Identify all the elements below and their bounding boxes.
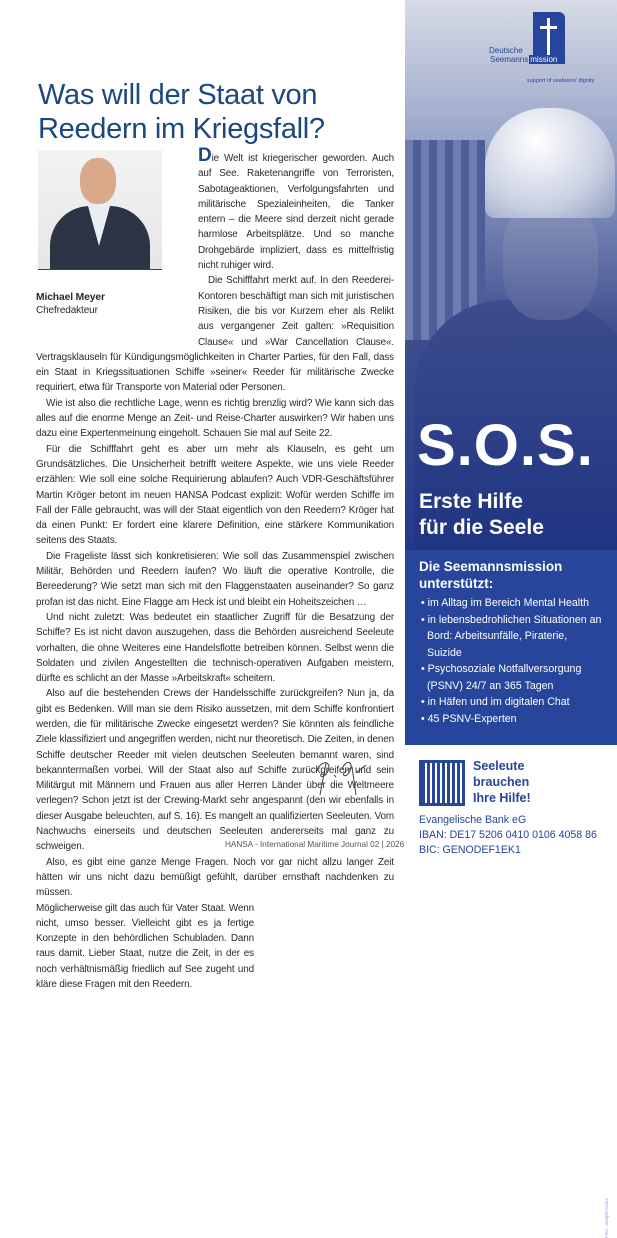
paragraph: Für die Schifffahrt geht es aber um mehr als Klauseln, es geht um Grundsätzliches. Die Unsicherheit betrifft weitere Aspekte, wie uns viele Reeder erzählen: Wie soll eine solche Requirierung ablaufen? Auch VDR-Geschäftsführer Martin Kröger betont im neuen HANSA Podcast explizit: Wofür werden Schiffe im Fall der Fälle gebraucht, was will der Staat eigentlich von den Reedern? Kröger hat da einen Punkt: Er fordert eine klarere Definition, eine stärkere Kommunikation seitens des Staats. — [36, 443, 394, 547]
list-item: • im Alltag im Bereich Mental Health — [421, 597, 589, 609]
author-photo — [38, 150, 162, 270]
advertisement-seemannsmission[interactable] — [405, 0, 617, 1238]
paragraph: Die Schifffahrt merkt auf. In den Reederei-Kontoren beschäftigt man sich mit juristischen Risiken, die bis vor Kurzem eher als Relikt aus vergangener Zeit galten: »Requisition Clause« und »War Cancellation Clause«. Vertragsklauseln für Kündigungsmöglichkeiten in Charter Parties, für den Fall, dass ein Staat in Kriegssituationen Schiffe »seiner« Reeder für militärische Zwecke requiriert, etwa für Transporte von Material oder Personen. — [36, 275, 394, 394]
list-item: • in lebensbedrohlichen Situationen an Bord: Arbeitsunfälle, Piraterie, Suizide — [421, 613, 602, 659]
author-block — [36, 150, 198, 340]
list-item: • Psychosoziale Notfallversorgung (PSNV) 24/7 an 365 Tagen — [421, 663, 582, 692]
page-title: Was will der Staat von Reedern im Kriegsfall? — [38, 79, 325, 145]
paragraph: Also, es gibt eine ganze Menge Fragen. Noch vor gar nicht allzu langer Zeit hätten wir uns nicht dazu bemüßigt gefühlt, darüber ernsthaft nachdenken zu müssen. — [36, 856, 394, 899]
author-role: Chefredakteur — [36, 305, 98, 316]
support-list — [419, 595, 603, 727]
bank-details: Evangelische Bank eG IBAN: DE17 5206 0410 0106 4058 86 BIC: GENODEF1EK1 — [419, 814, 597, 856]
list-item: • 45 PSNV-Experten — [421, 712, 517, 725]
ad-headline: Erste Hilfe für die Seele — [419, 490, 544, 539]
editorial-article — [36, 145, 394, 992]
paragraph: Die Welt ist kriegerischer geworden. Auch auf See. Raketenangriffe von Terroristen, Sabotageaktionen, Verfolgungsfahrten und militärische Spezialeinheiten, die Tanker entern – die Meere sind derzeit nicht gerade harmlose Arbeitsplätze. Und so manche Drohgebärde impliziert, dass es mittelfristig nicht ruhiger wird. — [198, 145, 394, 272]
seemannsmission-logo: Deutsche Seemanns mission support of seafarers' dignity — [485, 12, 615, 92]
seafarer-photo — [405, 0, 617, 550]
signature — [312, 755, 367, 800]
drop-cap: D — [198, 145, 212, 166]
sos-headline: S.O.S. — [417, 413, 594, 478]
closing-paragraph: Möglicherweise gilt das auch für Vater Staat. Wenn nicht, umso besser. Vielleicht gibt es ja fertige Konzepte in den behördlichen Schubladen. Dann raus damit. Lieber Staat, nutze die Zeit, in der es noch verhältnismäßig friedlich auf See zugeht und kläre diese Fragen mit den Reedern. — [36, 902, 254, 991]
page-footer: HANSA - International Maritime Journal 02 | 2026 — [225, 840, 405, 849]
paragraph: Und nicht zuletzt: Was bedeutet ein staatlicher Zugriff für die Besatzung der Schiffe? Es ist nicht davon auszugehen, dass die Behörden ausreichend Seeleute vorhalten, die ohne Weiteres eine Handelsflotte betreiben können. Selbst wenn die Soldaten und zivilen Angestellten die technisch-operativen Aufgaben meistern, dürfte es schlicht an der Masse »Arbeitskraft« scheitern. — [36, 611, 394, 685]
paragraph: Wie ist also die rechtliche Lage, wenn es richtig brenzlig wird? Wie kann sich das alles auf die enorme Menge an Zeit- und Reise-Charter auswirken? Wir haben uns dazu eine Expertenmeinung eingeholt. Schauen Sie mal auf Seite 22. — [36, 397, 394, 440]
author-name: Michael Meyer — [36, 292, 105, 303]
support-title: Die Seemannsmission unterstützt: — [419, 559, 563, 591]
donation-section — [405, 745, 617, 872]
qr-code-icon[interactable] — [419, 760, 465, 806]
photo-credit: Foto: Joseph Hocks — [604, 1198, 609, 1238]
list-item: • in Häfen und im digitalen Chat — [421, 696, 570, 708]
paragraph: Die Frageliste lässt sich konkretisieren: Wie soll das Zusammenspiel zwischen Militär, Behörden und Reedern laufen? Wo läuft die operative Kontrolle, die Bereederung? Wie setzt man sich mit den Flaggenstaaten auseinander? So ganz profan ist das nicht. Eine Flagge am Heck ist und bleibt ein Hoheitszeichen … — [36, 550, 394, 608]
paragraph: Also auf die bestehenden Crews der Handelsschiffe zurückgreifen? Nun ja, da gibt es Bedenken. Will man sie dem Risiko aussetzen, mit dem Schiffe konfrontiert werden, die für militärische Zwecke eingesetzt werden? Sie könnten als feindliche Ziele klassifiziert und angegriffen werden, nicht nur theoretisch. Die Zeiten, in denen Schiffe deutscher Reeder mit vielen deutschen Seeleuten bemannt waren, sind bekanntermaßen vorbei. Will der Staat also auf Schiffe zurückgreifen und sein Militärgut mit Männern und Frauen aus aller Herren Länder über die Weltmeere verlegen? Schon jetzt ist der Crewing-Markt sehr angespannt (den wir ebenfalls in dieser Ausgabe beleuchten, auf S. 16). Es mangelt an qualifizierten Seeleuten. Vom Nachwuchs einerseits und deutschen Seeleuten andererseits mal ganz zu schweigen. — [36, 688, 394, 853]
donation-headline: Seeleute brauchen Ihre Hilfe! — [473, 759, 531, 805]
